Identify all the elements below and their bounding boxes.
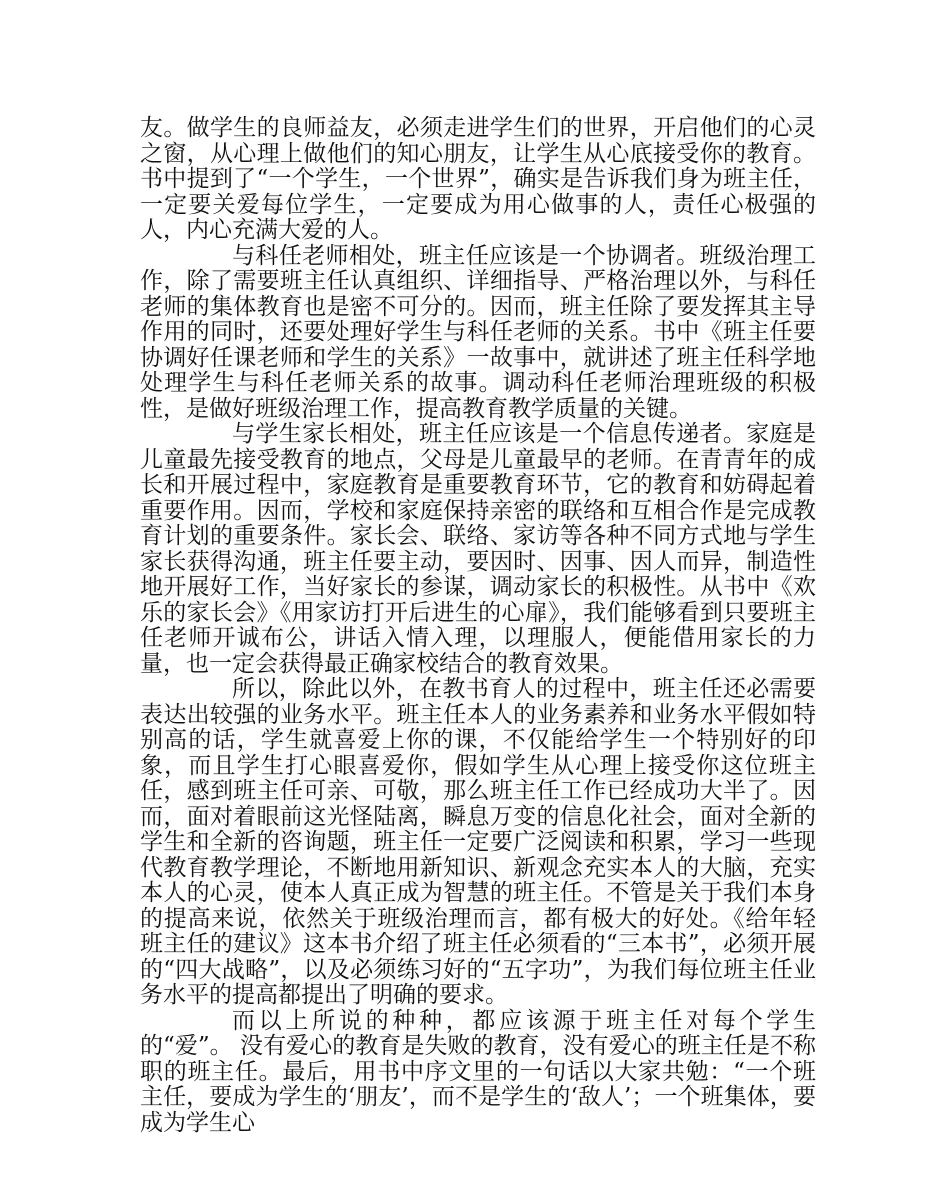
paragraph-2: 与科任老师相处，班主任应该是一个协调者。班级治理工作，除了需要班主任认真组织、详细指导、严格治理以外，与科任老师的集体教育也是密不可分的。因而，班主任除了要发挥其主导作用的同时，还要处理好学生与科任老师的关系。书中《班主任要协调好任课老师和学生的关系》一故事中，就讲述了班主任科学地处理学生与科任老师关系的故事。调动科任老师治理班级的积极性，是做好班级治理工作，提高教育教学质量的关键。: [140, 242, 816, 422]
paragraph-5: 而以上所说的种种，都应该源于班主任对每个学生的“爱”。 没有爱心的教育是失败的教育，没有爱心的班主任是不称职的班主任。最后，用书中序文里的一句话以大家共勉：“一个班主任，要成为学生的‘朋友’，而不是学生的‘敌人’；一个班集体，要成为学生心: [140, 1007, 816, 1136]
paragraph-4: 所以，除此以外，在教书育人的过程中，班主任还必需要表达出较强的业务水平。班主任本人的业务素养和业务水平假如特别高的话，学生就喜爱上你的课，不仅能给学生一个特别好的印象，而且学生打心眼喜爱你，假如学生从心理上接受你这位班主任，感到班主任可亲、可敬，那么班主任工作已经成功大半了。因而，面对着眼前这光怪陆离，瞬息万变的信息化社会，面对全新的学生和全新的咨询题，班主任一定要广泛阅读和积累，学习一些现代教育教学理论，不断地用新知识、新观念充实本人的大脑，充实本人的心灵，使本人真正成为智慧的班主任。不管是关于我们本身的提高来说，依然关于班级治理而言，都有极大的好处。《给年轻班主任的建议》这本书介绍了班主任必须看的“三本书”，必须开展的“四大战略”，以及必须练习好的“五字功”，为我们每位班主任业务水平的提高都提出了明确的要求。: [140, 676, 816, 1008]
paragraph-3: 与学生家长相处，班主任应该是一个信息传递者。家庭是儿童最先接受教育的地点，父母是儿童最早的老师。在青青年的成长和开展过程中，家庭教育是重要教育环节，它的教育和妨碍起着重要作用。因而，学校和家庭保持亲密的联络和互相合作是完成教育计划的重要条件。家长会、联络、家访等各种不同方式地与学生家长获得沟通，班主任要主动，要因时、因事、因人而异，制造性地开展好工作，当好家长的参谋，调动家长的积极性。从书中《欢乐的家长会》《用家访打开后进生的心扉》，我们能够看到只要班主任老师开诚布公，讲话入情入理，以理服人，便能借用家长的力量，也一定会获得最正确家校结合的教育效果。: [140, 421, 816, 677]
document-page: [140, 116, 816, 1136]
paragraph-1: 友。做学生的良师益友，必须走进学生们的世界，开启他们的心灵之窗，从心理上做他们的知心朋友，让学生从心底接受你的教育。书中提到了“一个学生，一个世界”，确实是告诉我们身为班主任，一定要关爱每位学生，一定要成为用心做事的人，责任心极强的人，内心充满大爱的人。: [140, 115, 816, 243]
